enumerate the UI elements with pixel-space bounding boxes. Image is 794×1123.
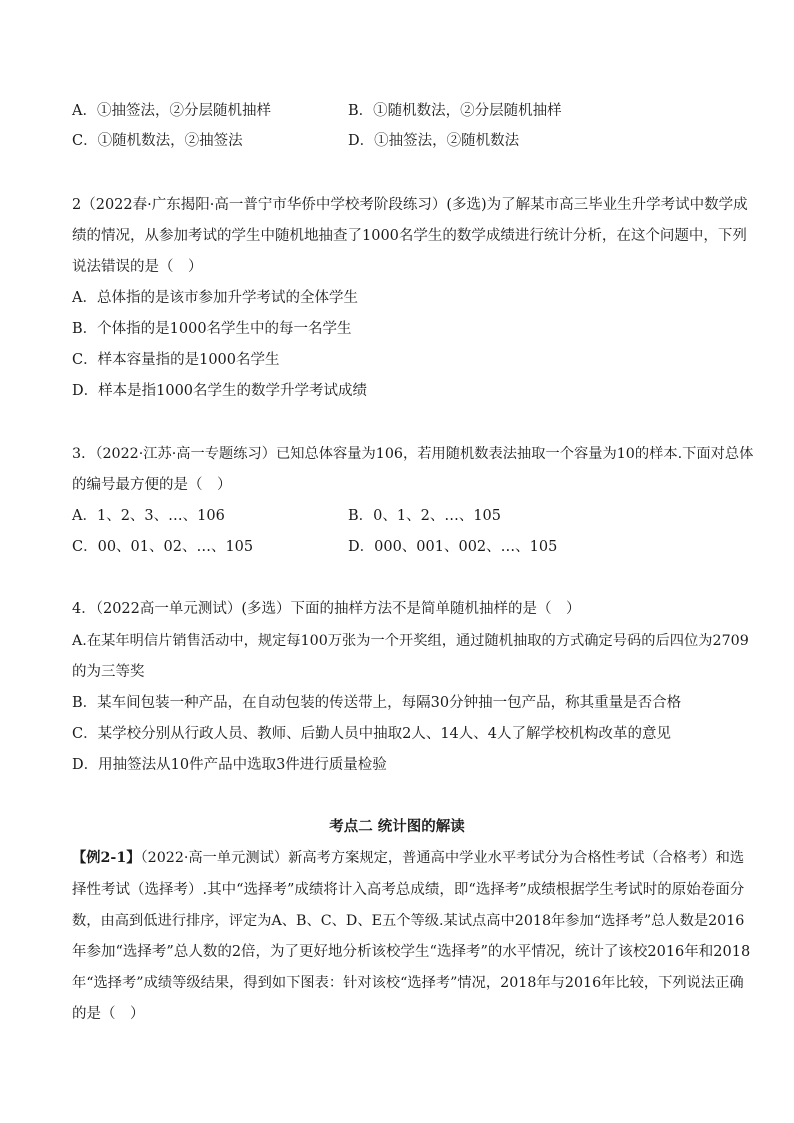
example-line-3: 数，由高到低进行排序，评定为A、B、C、D、E五个等级.某试点高中2018年参加“选择考”总人数是2016 <box>72 913 745 929</box>
example-line-4: 年参加“选择考”总人数的2倍，为了更好地分析该校学生“选择考”的水平情况，统计了该校2016年和2018 <box>72 944 751 960</box>
q2-stem-line-2: 绩的情况，从参加考试的学生中随机地抽查了1000名学生的数学成绩进行统计分析，在这个问题中，下列 <box>72 228 747 244</box>
q3-stem-line-1: 3．（2022·江苏·高一专题练习）已知总体容量为106，若用随机数表法抽取一个容量为10的样本.下面对总体 <box>72 446 754 462</box>
example-line-1 <box>72 848 744 868</box>
example-line-1-text: （2022·高一单元测试）新高考方案规定，普通高中学业水平考试分为合格性考试（合格考）和选 <box>140 850 745 866</box>
example-tag: 【例2-1】 <box>72 850 141 866</box>
q2-option-b: B．个体指的是1000名学生中的每一名学生 <box>72 321 352 337</box>
q1-option-b: B．①随机数法，②分层随机抽样 <box>348 103 562 119</box>
section-heading: 考点二 统计图的解读 <box>329 818 465 835</box>
q3-option-c: C．00、01、02、…、105 <box>72 539 254 555</box>
q1-option-c: C．①随机数法，②抽签法 <box>72 133 243 149</box>
q1-option-d: D．①抽签法，②随机数法 <box>348 133 520 149</box>
example-line-5: 年“选择考”成绩等级结果，得到如下图表：针对该校“选择考”情况，2018年与2016年比较，下列说法正确 <box>72 975 744 991</box>
q3-option-d: D．000、001、002、…、105 <box>348 539 558 555</box>
q3-stem-line-2: 的编号最方便的是（ ） <box>72 477 232 493</box>
q2-option-d: D．样本是指1000名学生的数学升学考试成绩 <box>72 383 368 399</box>
q4-option-c: C．某学校分别从行政人员、教师、后勤人员中抽取2人、14人、4人了解学校机构改革的意见 <box>72 726 671 742</box>
q2-option-a: A．总体指的是该市参加升学考试的全体学生 <box>72 290 358 306</box>
q1-option-a: A．①抽签法，②分层随机抽样 <box>72 103 271 119</box>
q4-option-a-line-2: 的为三等奖 <box>72 664 145 680</box>
q4-option-a-line-1: A.在某年明信片销售活动中，规定每100万张为一个开奖组，通过随机抽取的方式确定号码的后四位为2709 <box>72 633 749 649</box>
q4-option-d: D．用抽签法从10件产品中选取3件进行质量检验 <box>72 757 387 773</box>
q4-stem: 4．（2022高一单元测试）(多选）下面的抽样方法不是简单随机抽样的是（ ） <box>72 601 581 617</box>
q2-stem-line-3: 说法错误的是（ ） <box>72 259 203 275</box>
q3-option-b: B．0、1、2、…、105 <box>348 508 502 524</box>
q2-stem-line-1: 2（2022春·广东揭阳·高一普宁市华侨中学校考阶段练习）(多选)为了解某市高三毕业生升学考试中数学成 <box>72 197 748 213</box>
q2-option-c: C．样本容量指的是1000名学生 <box>72 352 280 368</box>
q3-option-a: A．1、2、3、…、106 <box>72 508 225 524</box>
q4-option-b: B．某车间包装一种产品，在自动包装的传送带上，每隔30分钟抽一包产品，称其重量是否合格 <box>72 695 682 711</box>
example-line-2: 择性考试（选择考）.其中“选择考”成绩将计入高考总成绩，即“选择考”成绩根据学生考试时的原始卷面分 <box>72 882 745 898</box>
example-line-6: 的是（ ） <box>72 1006 145 1022</box>
